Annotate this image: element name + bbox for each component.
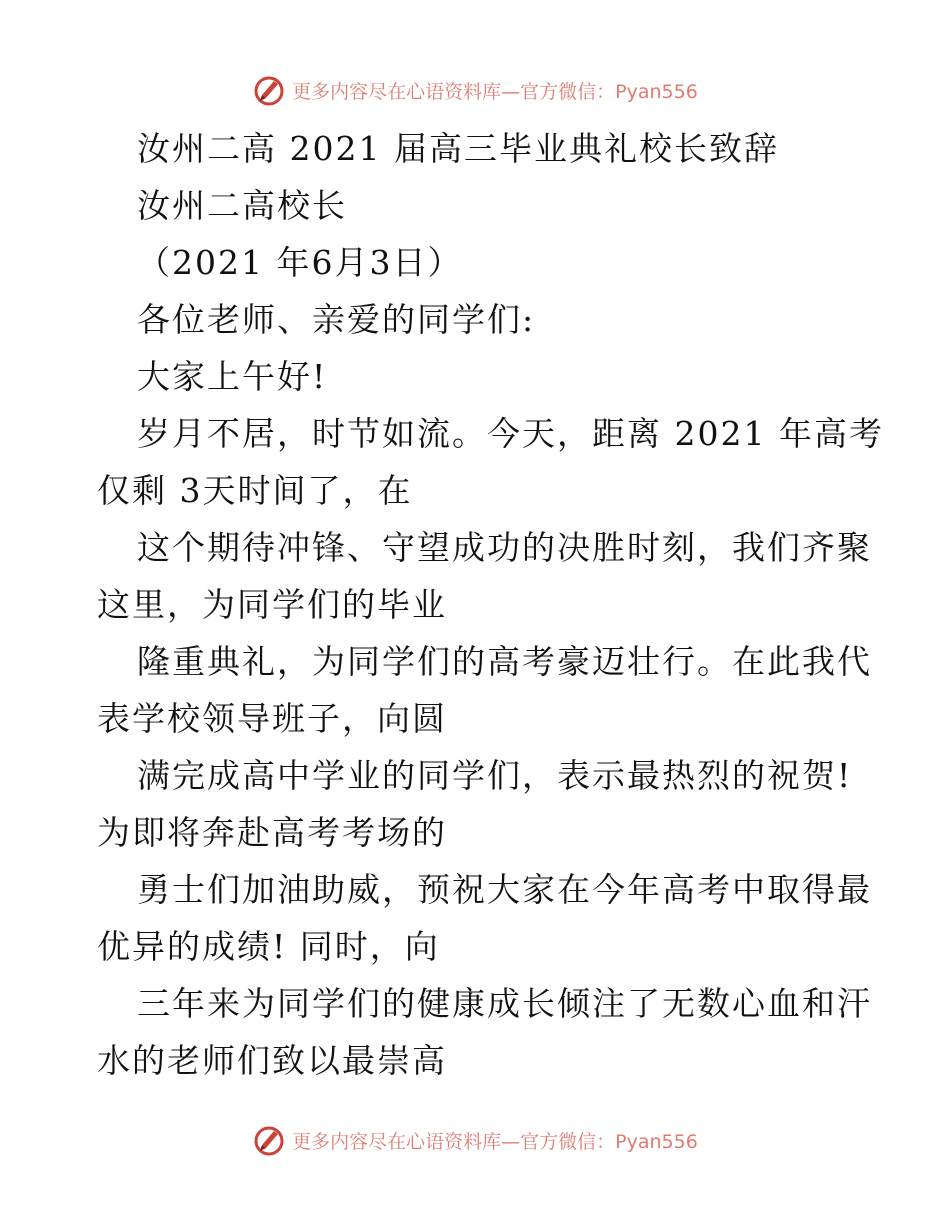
paragraph-line: 满完成高中学业的同学们，表示最热烈的祝贺! xyxy=(137,756,853,795)
paragraph-line: 勇士们加油助威，预祝大家在今年高考中取得最 xyxy=(137,870,872,909)
document-title: 汝州二高 2021 届高三毕业典礼校长致辞 xyxy=(137,129,779,168)
paragraph-line: 这里，为同学们的毕业 xyxy=(97,585,447,624)
pen-logo-icon xyxy=(252,1123,286,1157)
greeting: 大家上午好! xyxy=(137,357,328,396)
paragraph-line: 三年来为同学们的健康成长倾注了无数心血和汗 xyxy=(137,984,872,1023)
paragraph-line: 水的老师们致以最崇高 xyxy=(97,1041,447,1080)
paragraph-line: 岁月不居，时节如流。今天，距离 2021 年高考 xyxy=(137,414,884,453)
document-date: （2021 年6月3日） xyxy=(137,243,463,282)
paragraph-line: 为即将奔赴高考考场的 xyxy=(97,813,447,852)
paragraph-line: 这个期待冲锋、守望成功的决胜时刻，我们齐聚 xyxy=(137,528,872,567)
paragraph-line: 表学校领导班子，向圆 xyxy=(97,699,447,738)
watermark-text: 更多内容尽在心语资料库—官方微信：Pyan556 xyxy=(292,1130,698,1153)
pen-logo-icon xyxy=(252,73,286,107)
watermark-text: 更多内容尽在心语资料库—官方微信：Pyan556 xyxy=(292,80,698,103)
salutation: 各位老师、亲爱的同学们: xyxy=(137,300,536,339)
paragraph-line: 优异的成绩! 同时，向 xyxy=(97,927,440,966)
paragraph-line: 仅剩 3天时间了，在 xyxy=(97,471,413,510)
watermark-banner-top xyxy=(0,70,950,110)
paragraph-line: 隆重典礼，为同学们的高考豪迈壮行。在此我代 xyxy=(137,642,872,681)
watermark-banner-bottom xyxy=(0,1120,950,1160)
document-body xyxy=(97,120,884,1089)
document-author: 汝州二高校长 xyxy=(137,186,347,225)
